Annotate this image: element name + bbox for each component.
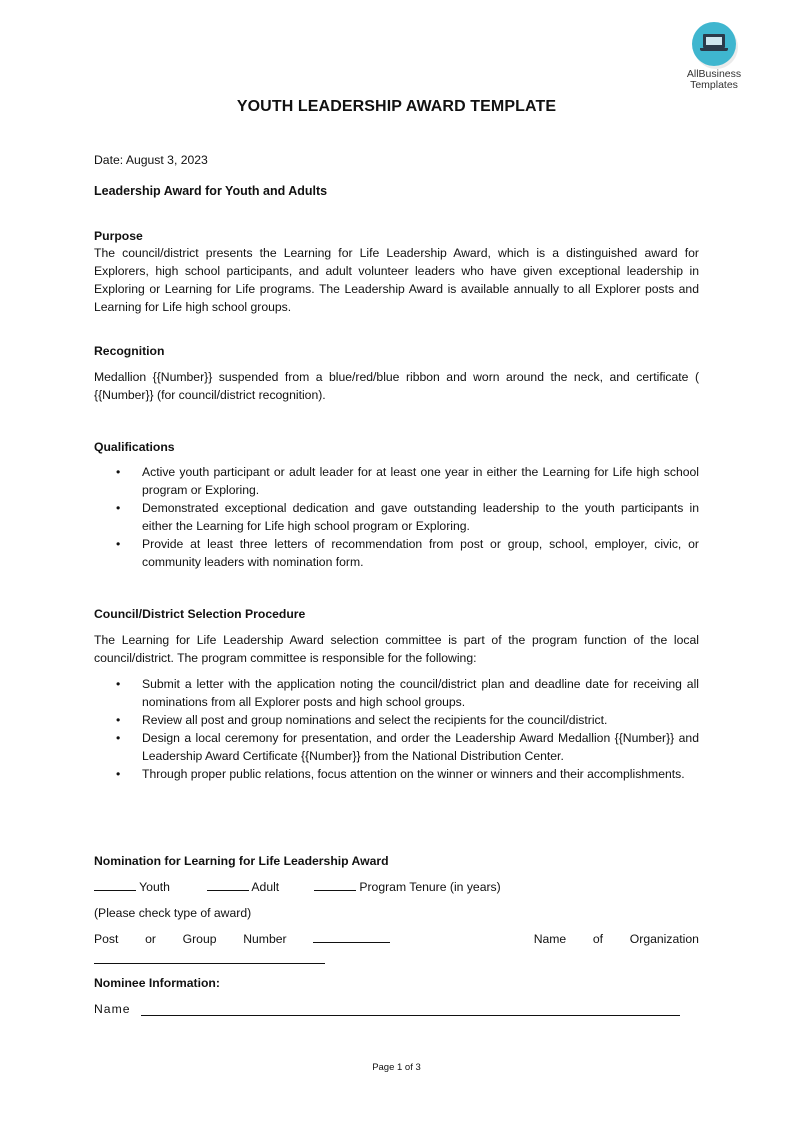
bullet-icon: • (116, 713, 121, 727)
youth-label: Youth (139, 880, 170, 894)
list-item: • Review all post and group nominations and select the recipients for the council/district. (116, 713, 608, 727)
tenure-label: Program Tenure (in years) (359, 880, 501, 894)
purpose-text: The council/district presents the Learning for Life Leadership Award, which is a distinguished award for Explorers, high school participants, and adult volunteer leaders who have given exceptional leadership in Exploring or Learning for Life programs. The Leadership Award is available annually to all Explorer posts and Learning for Life high school groups. (94, 246, 699, 314)
adult-label: Adult (251, 880, 280, 894)
page-number: Page 1 of 3 (372, 1062, 421, 1073)
list-item: • Provide at least three letters of recommendation from post or group, school, employer, civic, or community leaders with nomination form. (116, 537, 699, 569)
list-item: • Design a local ceremony for presentation, and order the Leadership Award Medallion {{Number}} and Leadership Award Certificate {{Number}} from the National Distribution Center. (116, 731, 699, 763)
date-line: Date: August 3, 2023 (94, 153, 208, 167)
adult-blank-field[interactable] (207, 878, 249, 891)
bullet-icon: • (116, 501, 121, 515)
bullet-icon: • (116, 731, 121, 745)
bullet-icon: • (116, 537, 121, 551)
qualifications-list (94, 463, 699, 571)
nominee-name-label: Name (94, 1002, 131, 1016)
bullet-icon: • (116, 465, 121, 479)
bullet-icon: • (116, 677, 121, 691)
allbusiness-templates-logo (676, 22, 752, 91)
recognition-text: Medallion {{Number}} suspended from a blue/red/blue ribbon and worn around the neck, and certificate ( {{Number}} (for council/district recognition). (94, 370, 699, 402)
bullet-icon: • (116, 767, 121, 781)
laptop-icon (692, 22, 736, 66)
list-item: • Submit a letter with the application noting the council/district plan and deadline date for receiving all nominations from all Explorer posts and high school groups. (116, 677, 699, 709)
organization-name-blank-field[interactable] (94, 963, 325, 964)
award-type-row (94, 878, 699, 896)
nomination-heading: Nomination for Learning for Life Leadership Award (94, 854, 389, 868)
qualifications-heading: Qualifications (94, 440, 175, 454)
council-procedure-list (94, 675, 699, 783)
council-text: The Learning for Life Leadership Award selection committee is part of the program function of the local council/district. The program committee is responsible for the following: (94, 633, 699, 665)
post-number-blank-field[interactable] (313, 930, 390, 943)
nominee-heading: Nominee Information: (94, 976, 220, 990)
youth-blank-field[interactable] (94, 878, 136, 891)
nominee-name-blank-field[interactable] (141, 1015, 680, 1016)
purpose-heading: Purpose (94, 229, 143, 243)
post-group-row: Post or Group Number Name of Organization (94, 932, 699, 946)
logo-text: AllBusiness Templates (686, 68, 742, 91)
list-item: • Active youth participant or adult leader for at least one year in either the Learning for Life high school program or Exploring. (116, 465, 699, 497)
list-item: • Through proper public relations, focus attention on the winner or winners and their accomplishments. (116, 767, 685, 781)
subtitle: Leadership Award for Youth and Adults (94, 184, 328, 198)
tenure-blank-field[interactable] (314, 878, 356, 891)
page-title: YOUTH LEADERSHIP AWARD TEMPLATE (236, 98, 557, 115)
council-heading: Council/District Selection Procedure (94, 607, 306, 621)
recognition-heading: Recognition (94, 344, 165, 358)
award-type-note: (Please check type of award) (94, 906, 252, 920)
list-item: • Demonstrated exceptional dedication and gave outstanding leadership to the youth participants in either the Learning for Life high school program or Exploring. (116, 501, 699, 533)
